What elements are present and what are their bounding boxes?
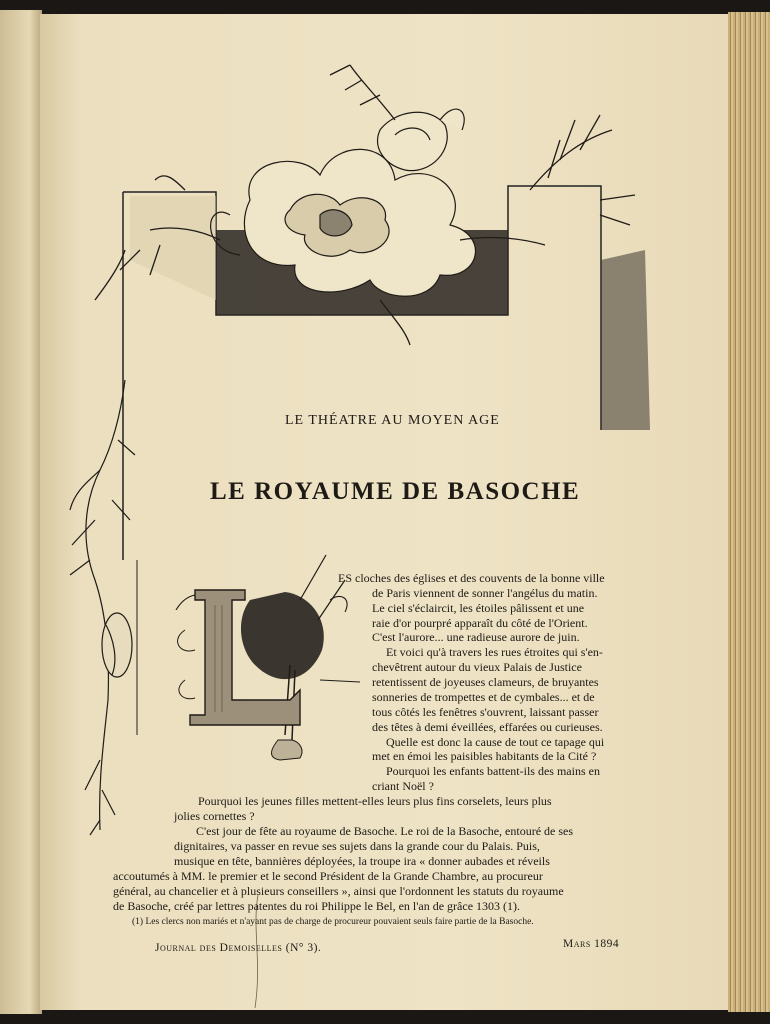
body-line: Le ciel s'éclaircit, les étoiles pâlissent et une	[372, 601, 585, 615]
article-subtitle: LE THÉATRE AU MOYEN AGE	[285, 413, 500, 428]
body-line: sonneries de trompettes et de cymbales... et de	[372, 690, 595, 704]
left-page-edge	[0, 10, 42, 1014]
body-line: criant Noël ?	[372, 779, 434, 793]
body-line: met en émoi les paisibles habitants de la Cité ?	[372, 749, 597, 763]
body-line: général, au chancelier et à plusieurs conseillers », ainsi que l'ordonnent les statuts du royaume	[113, 884, 564, 898]
body-line: Pourquoi les jeunes filles mettent-elles leurs plus fins corselets, leurs plus	[198, 794, 552, 808]
drop-cap-letter	[192, 575, 284, 725]
article-title: LE ROYAUME DE BASOCHE	[210, 478, 581, 505]
body-line: jolies cornettes ?	[174, 809, 255, 823]
body-line: C'est l'aurore... une radieuse aurore de juin.	[372, 630, 580, 644]
body-line: ES cloches des églises et des couvents de la bonne ville	[338, 571, 605, 585]
body-line: C'est jour de fête au royaume de Basoche. Le roi de la Basoche, entouré de ses	[196, 824, 574, 838]
body-line: tous côtés les fenêtres s'ouvrent, laissant passer	[372, 705, 599, 719]
body-line: chevêtrent autour du vieux Palais de Justice	[372, 660, 582, 674]
body-line: des têtes à demi éveillées, effarées ou curieuses.	[372, 720, 603, 734]
body-line: Pourquoi les enfants battent-ils des mains en	[386, 764, 600, 778]
body-line: accoutumés à MM. le premier et le second Président de la Grande Chambre, au procureur	[113, 869, 543, 883]
body-line: Et voici qu'à travers les rues étroites qui s'en-	[386, 645, 603, 659]
body-line: Quelle est donc la cause de tout ce tapage qui	[386, 735, 605, 749]
body-line: retentissent de joyeuses clameurs, de bruyantes	[372, 675, 599, 689]
page-stack-edge	[728, 12, 770, 1012]
body-line: raie d'or pourpré apparaît du côté de l'Orient.	[372, 616, 588, 630]
footer-date: Mars 1894	[563, 938, 620, 950]
body-line: musique en tête, bannières déployées, la troupe ira « donner aubades et réveils	[174, 854, 550, 868]
footer-journal: Journal des Demoiselles (N° 3).	[155, 942, 322, 954]
footnote: (1) Les clercs non mariés et n'ayant pas de charge de procureur pouvaient seuls faire partie de la Basoche.	[132, 917, 534, 927]
body-line: de Basoche, créé par lettres patentes du roi Philippe le Bel, en l'an de grâce 1303 (1).	[113, 899, 521, 913]
body-line: de Paris viennent de sonner l'angélus du matin.	[372, 586, 598, 600]
body-line: dignitaires, va passer en revue ses sujets dans la grande cour du Palais. Puis,	[174, 839, 540, 853]
